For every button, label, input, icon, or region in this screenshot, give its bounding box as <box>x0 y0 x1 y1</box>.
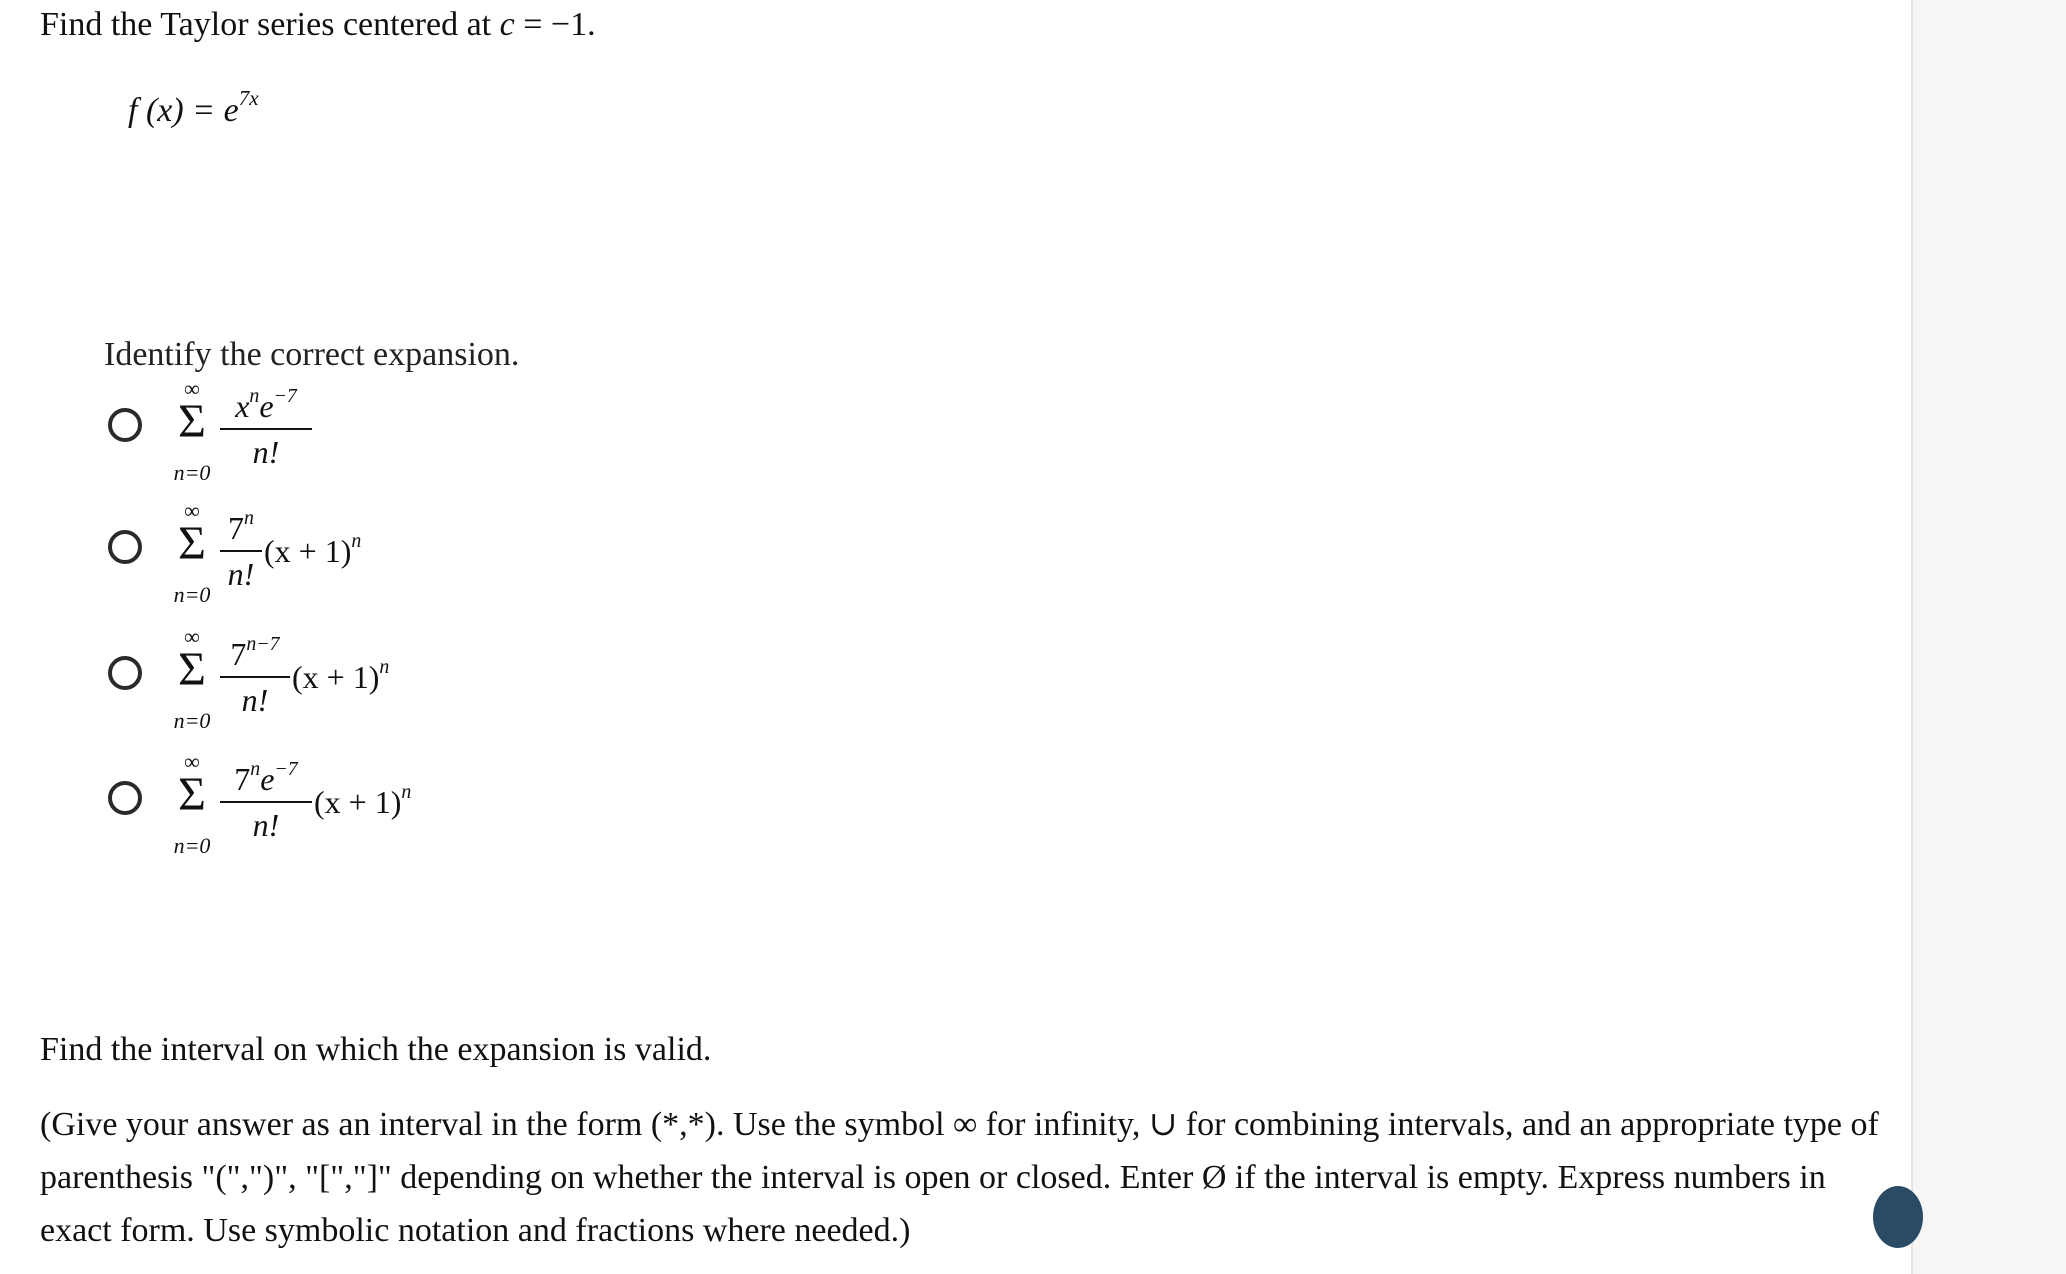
interval-title: Find the interval on which the expansion is valid. <box>40 1031 712 1068</box>
option-3-factor: $(x + 1)^n$ <box>292 656 390 695</box>
option-1-radio[interactable] <box>108 408 142 442</box>
right-sidebar <box>1911 0 2066 1274</box>
option-2-factor: $(x + 1)^n$ <box>264 530 362 569</box>
center-variable: c <box>499 6 515 43</box>
option-3-radio[interactable] <box>108 656 142 690</box>
function-definition: f $(x) = e^{7x}$ <box>128 86 259 129</box>
option-4-factor: $(x + 1)^n$ <box>314 781 412 820</box>
option-2[interactable] <box>108 498 708 628</box>
option-4-radio[interactable] <box>108 781 142 815</box>
center-value: −1. <box>550 6 596 43</box>
summation-symbol: ∞ Σ n=0 <box>173 624 211 733</box>
interval-instructions: (Give your answer as an interval in the form (*,*). Use the symbol ∞ for infinity, ∪ for combining intervals, and an appropriate type of parenthesis "(",")", "[","]" depending on whether the interval is open or closed. Enter Ø if the interval is empty. Express numbers in exact form. Use symbolic notation and fractions where needed.) <box>40 1106 1879 1249</box>
option-3-fraction: $7^{n-7}$ n! <box>220 634 290 720</box>
question-title: Find the Taylor series centered at c = −1. <box>40 6 596 43</box>
option-2-radio[interactable] <box>108 530 142 564</box>
option-3[interactable] <box>108 624 708 754</box>
summation-symbol: ∞ Σ n=0 <box>173 749 211 858</box>
summation-symbol: ∞ Σ n=0 <box>173 498 211 607</box>
summation-symbol: ∞ Σ n=0 <box>173 376 211 485</box>
option-4[interactable] <box>108 749 708 879</box>
expansion-prompt: Identify the correct expansion. <box>104 336 520 373</box>
option-1-fraction: $x^ne^{-7}$ n! <box>220 386 312 472</box>
option-1[interactable] <box>108 376 708 506</box>
option-4-fraction: $7^ne^{-7}$ n! <box>220 759 312 845</box>
option-2-fraction: 7$^n$ n! <box>220 508 262 594</box>
